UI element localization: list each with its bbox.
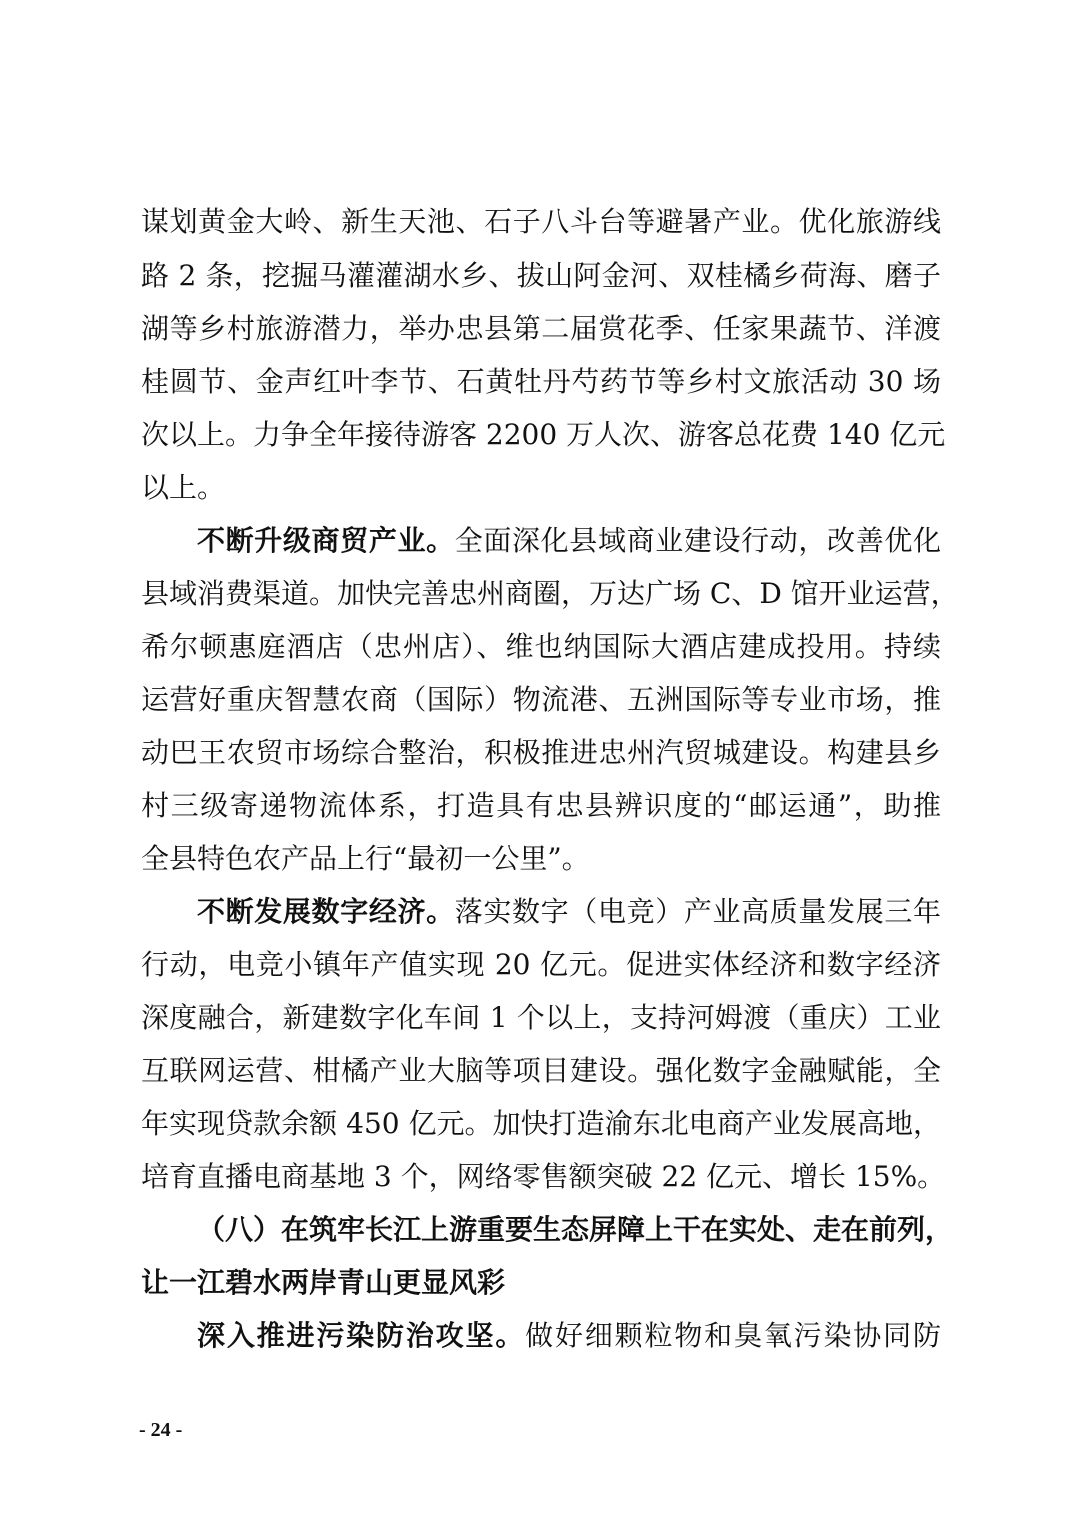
paragraph-1-line-2: 路 2 条，挖掘马灌灌湖水乡、拔山阿金河、双桂橘乡荷海、磨子 — [141, 259, 941, 292]
paragraph-3-first-line-rest: 落实数字（电竞）产业高质量发展三年 — [454, 895, 941, 928]
paragraph-3-line-3: 深度融合，新建数字化车间 1 个以上，支持河姆渡（重庆）工业 — [141, 1001, 941, 1034]
paragraph-2-line-7: 全县特色农产品上行“最初一公里”。 — [141, 842, 590, 875]
paragraph-1-line-5: 次以上。力争全年接待游客 2200 万人次、游客总花费 140 亿元 — [141, 418, 946, 451]
paragraph-3-line-1 — [197, 892, 941, 932]
paragraph-3-line-5: 年实现贷款余额 450 亿元。加快打造渝东北电商产业发展高地， — [141, 1107, 941, 1140]
paragraph-2-line-2: 县域消费渠道。加快完善忠州商圈，万达广场 C、D 馆开业运营， — [141, 577, 959, 610]
paragraph-4-bold-lead: 深入推进污染防治攻坚。 — [197, 1319, 526, 1352]
paragraph-3-line-4: 互联网运营、柑橘产业大脑等项目建设。强化数字金融赋能，全 — [141, 1054, 941, 1087]
paragraph-1-line-1: 谋划黄金大岭、新生天池、石子八斗台等避暑产业。优化旅游线 — [141, 205, 941, 238]
paragraph-1-line-3: 湖等乡村旅游潜力，举办忠县第二届赏花季、任家果蔬节、洋渡 — [141, 312, 941, 345]
page-number: - 24 - — [139, 1419, 183, 1441]
paragraph-4-line-1 — [197, 1316, 941, 1356]
paragraph-2-line-4: 运营好重庆智慧农商（国际）物流港、五洲国际等专业市场，推 — [141, 683, 941, 716]
paragraph-3-line-6: 培育直播电商基地 3 个，网络零售额突破 22 亿元、增长 15%。 — [141, 1160, 946, 1193]
paragraph-2-line-3: 希尔顿惠庭酒店（忠州店）、维也纳国际大酒店建成投用。持续 — [141, 630, 941, 663]
paragraph-1-line-6: 以上。 — [141, 471, 226, 504]
paragraph-2-bold-lead: 不断升级商贸产业。 — [197, 524, 455, 557]
paragraph-2-line-1 — [197, 521, 941, 561]
paragraph-4-first-line-rest: 做好细颗粒物和臭氧污染协同防 — [525, 1319, 941, 1352]
paragraph-2-first-line-rest: 全面深化县域商业建设行动，改善优化 — [454, 524, 941, 557]
paragraph-2-line-6: 村三级寄递物流体系，打造具有忠县辨识度的“邮运通”，助推 — [141, 789, 941, 822]
section-heading-line-2: 让一江碧水两岸青山更显风彩 — [141, 1266, 506, 1299]
paragraph-2-line-5: 动巴王农贸市场综合整治，积极推进忠州汽贸城建设。构建县乡 — [141, 736, 941, 769]
section-heading-line-1: （八）在筑牢长江上游重要生态屏障上干在实处、走在前列， — [197, 1213, 954, 1246]
paragraph-1-line-4: 桂圆节、金声红叶李节、石黄牡丹芍药节等乡村文旅活动 30 场 — [141, 365, 941, 398]
paragraph-3-bold-lead: 不断发展数字经济。 — [197, 895, 455, 928]
paragraph-3-line-2: 行动，电竞小镇年产值实现 20 亿元。促进实体经济和数字经济 — [141, 948, 941, 981]
